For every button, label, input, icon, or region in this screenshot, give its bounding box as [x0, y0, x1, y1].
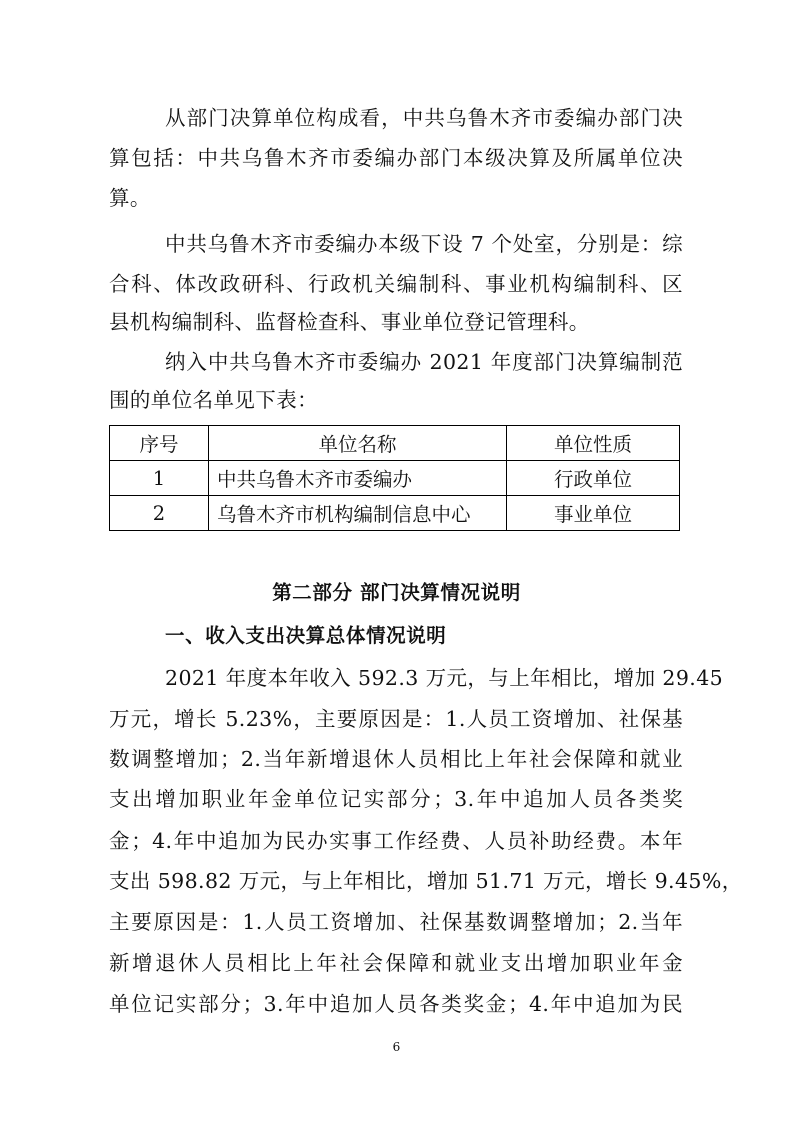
- table-cell-unit-name: 乌鲁木齐市机构编制信息中心: [209, 496, 507, 531]
- body-line-2: 万元，增长 5.23%，主要原因是：1.人员工资增加、社保基: [109, 707, 683, 731]
- table-cell-index: 1: [110, 461, 209, 496]
- table-cell-index: 2: [110, 496, 209, 531]
- intro-line-8: 围的单位名单见下表：: [109, 388, 318, 412]
- part-title: 第二部分 部门决算情况说明: [272, 581, 521, 604]
- intro-line-7: 纳入中共乌鲁木齐市委编办 2021 年度部门决算编制范: [165, 350, 683, 374]
- intro-line-1: 从部门决算单位构成看，中共乌鲁木齐市委编办部门决: [165, 106, 683, 130]
- table-header-unit-name: 单位名称: [209, 426, 507, 461]
- unit-table: [109, 425, 680, 531]
- table-header-index: 序号: [110, 426, 209, 461]
- section-title: 一、收入支出决算总体情况说明: [165, 624, 447, 647]
- body-line-6: 支出 598.82 万元，与上年相比，增加 51.71 万元，增长 9.45%，: [109, 869, 743, 893]
- table-cell-unit-type: 事业单位: [507, 496, 680, 531]
- table-cell-unit-type: 行政单位: [507, 461, 680, 496]
- intro-line-3: 算。: [109, 186, 151, 210]
- intro-line-5: 合科、体改政研科、行政机关编制科、事业机构编制科、区: [109, 272, 683, 296]
- page-number: 6: [392, 1040, 401, 1054]
- body-line-5: 金；4.年中追加为民办实事工作经费、人员补助经费。本年: [109, 829, 683, 853]
- table-header-unit-type: 单位性质: [507, 426, 680, 461]
- table-cell-unit-name: 中共乌鲁木齐市委编办: [209, 461, 507, 496]
- body-line-3: 数调整增加；2.当年新增退休人员相比上年社会保障和就业: [109, 747, 683, 771]
- intro-line-2: 算包括：中共乌鲁木齐市委编办部门本级决算及所属单位决: [109, 146, 683, 170]
- body-line-8: 新增退休人员相比上年社会保障和就业支出增加职业年金: [109, 951, 683, 975]
- intro-line-6: 县机构编制科、监督检查科、事业单位登记管理科。: [109, 310, 590, 334]
- body-line-9: 单位记实部分；3.年中追加人员各类奖金；4.年中追加为民: [109, 992, 683, 1016]
- body-line-1: 2021 年度本年收入 592.3 万元，与上年相比，增加 29.45: [165, 666, 724, 690]
- table-row: [110, 496, 680, 531]
- table-header-row: [110, 426, 680, 461]
- table-row: [110, 461, 680, 496]
- body-line-7: 主要原因是：1.人员工资增加、社保基数调整增加；2.当年: [109, 910, 683, 934]
- body-line-4: 支出增加职业年金单位记实部分；3.年中追加人员各类奖: [109, 787, 683, 811]
- intro-line-4: 中共乌鲁木齐市委编办本级下设 7 个处室，分别是：综: [165, 232, 683, 256]
